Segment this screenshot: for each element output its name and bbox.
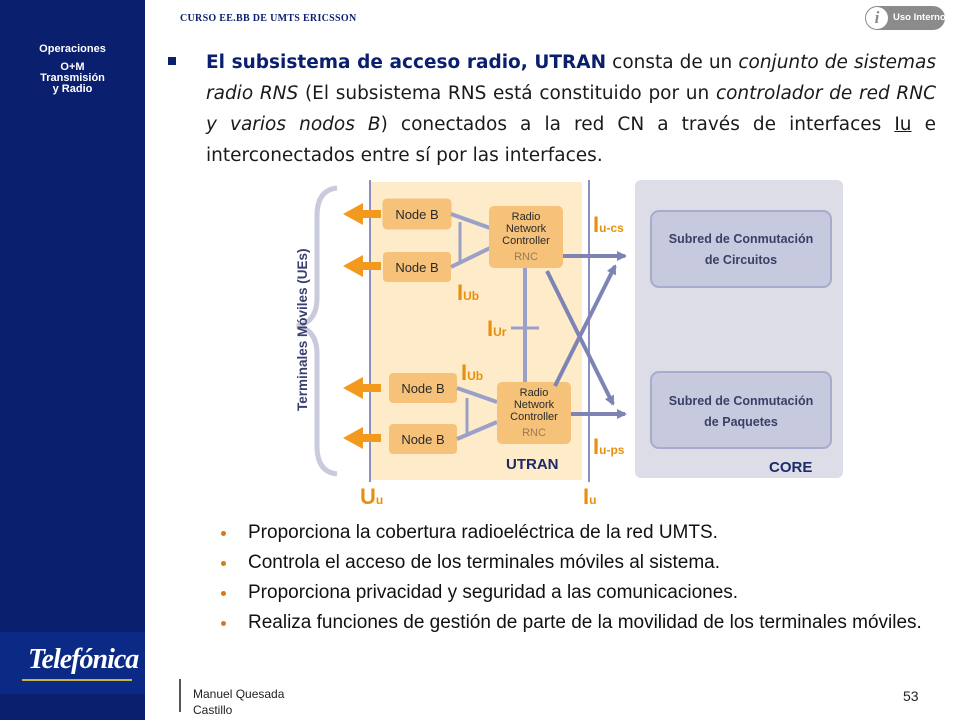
ue-label: Terminales Móviles (UEs) [295,248,310,411]
node-b-label: Node B [401,432,445,447]
square-bullet-icon [168,57,176,65]
node-b-label: Node B [395,207,439,222]
bullet-dot-icon [221,621,226,626]
iu-ps-sub: u-ps [599,443,625,457]
main-text-part: ) conectados a la red CN a través de interfaces [380,114,895,135]
utran-highlight: El subsistema de acceso radio, UTRAN [206,52,607,73]
ps-label-line1: Subred de Conmutación [668,394,814,408]
iu-cs-label [593,212,624,237]
packet-switching-subnet [651,372,831,448]
main-text-part: e interconectados entre sí por las interfaces. [206,114,936,166]
iu-cs-letter: I [593,212,600,237]
telefonica-logo: Telefónica [28,644,139,675]
iur-sub: Ur [493,325,507,339]
main-text-italic: conjunto de sistemas radio RNS [206,52,937,104]
iur-letter: I [487,316,494,341]
list-item-text: Proporciona la cobertura radioeléctrica de la red UMTS. [248,522,718,543]
bullet-list [217,518,937,638]
list-item [217,518,937,547]
cs-label-line1: Subred de Conmutación [668,232,814,246]
utran-label: UTRAN [506,456,559,473]
list-item [217,578,937,607]
node-b-label: Node B [401,381,445,396]
iu-ps-letter: I [593,434,600,459]
list-item-text: Proporciona privacidad y seguridad a las comunicaciones. [248,582,739,603]
iub-sub: Ub [463,289,480,303]
circuit-switching-subnet [651,211,831,287]
rnc-short-label: RNC [522,427,546,439]
utran-architecture-diagram [285,176,850,510]
iu-underlined: Iu [894,114,912,135]
iu-cs-sub: u-cs [599,221,624,235]
main-paragraph [206,47,936,171]
list-item-text: Realiza funciones de gestión de parte de la movilidad de los terminales móviles. [248,612,922,633]
rnc-label-line1: Radio [519,387,549,399]
uu-label [360,484,383,509]
author-line1: Manuel Quesada [193,687,285,701]
ps-label-line2: de Paquetes [704,415,778,429]
footer-divider [179,679,181,712]
core-label: CORE [769,459,813,476]
rnc-label-line3: Controller [502,235,550,247]
list-item-text: Controla el acceso de los terminales móviles al sistema. [248,552,721,573]
course-header: CURSO EE.BB DE UMTS ERICSSON [180,13,357,24]
rnc-label-line2: Network [505,223,547,235]
main-text-part: consta de un [606,52,739,73]
logo-underline [22,679,132,681]
list-item [217,548,937,577]
sidebar-subtitle [0,62,145,95]
node-b-label: Node B [395,260,439,275]
info-icon: i [866,7,888,29]
sidebar-title: Operaciones [39,43,106,55]
rnc-label-line1: Radio [511,211,541,223]
bullet-dot-icon [221,531,226,536]
iu-ps-label [593,434,625,459]
bullet-dot-icon [221,591,226,596]
rnc-label-line3: Controller [510,411,558,423]
main-text-part: (El subsistema RNS está constituido por un [298,83,716,104]
author-name [193,686,284,718]
rnc-short-label: RNC [514,251,538,263]
main-text-italic: controlador de red RNC y varios nodos B [206,83,937,135]
uu-letter: U [360,484,376,509]
iu-sub: u [589,493,597,507]
iu-letter: I [583,484,590,509]
sidebar-subtitle-line3: y Radio [52,83,93,95]
list-item [217,608,937,637]
iu-label [583,484,596,509]
bullet-dot-icon [221,561,226,566]
iub-letter: I [457,280,464,305]
sidebar [0,0,145,720]
badge-label: Uso Interno [893,12,946,23]
uu-sub: u [375,493,384,507]
page-number: 53 [903,688,919,704]
sidebar-subtitle-line2: Transmisión [40,72,105,84]
sidebar-subtitle-line1: O+M [60,61,85,73]
rnc-label-line2: Network [513,399,555,411]
author-line2: Castillo [193,703,233,717]
iub-letter: I [461,360,468,385]
iub-sub: Ub [467,369,484,383]
cs-label-line2: de Circuitos [704,253,778,267]
